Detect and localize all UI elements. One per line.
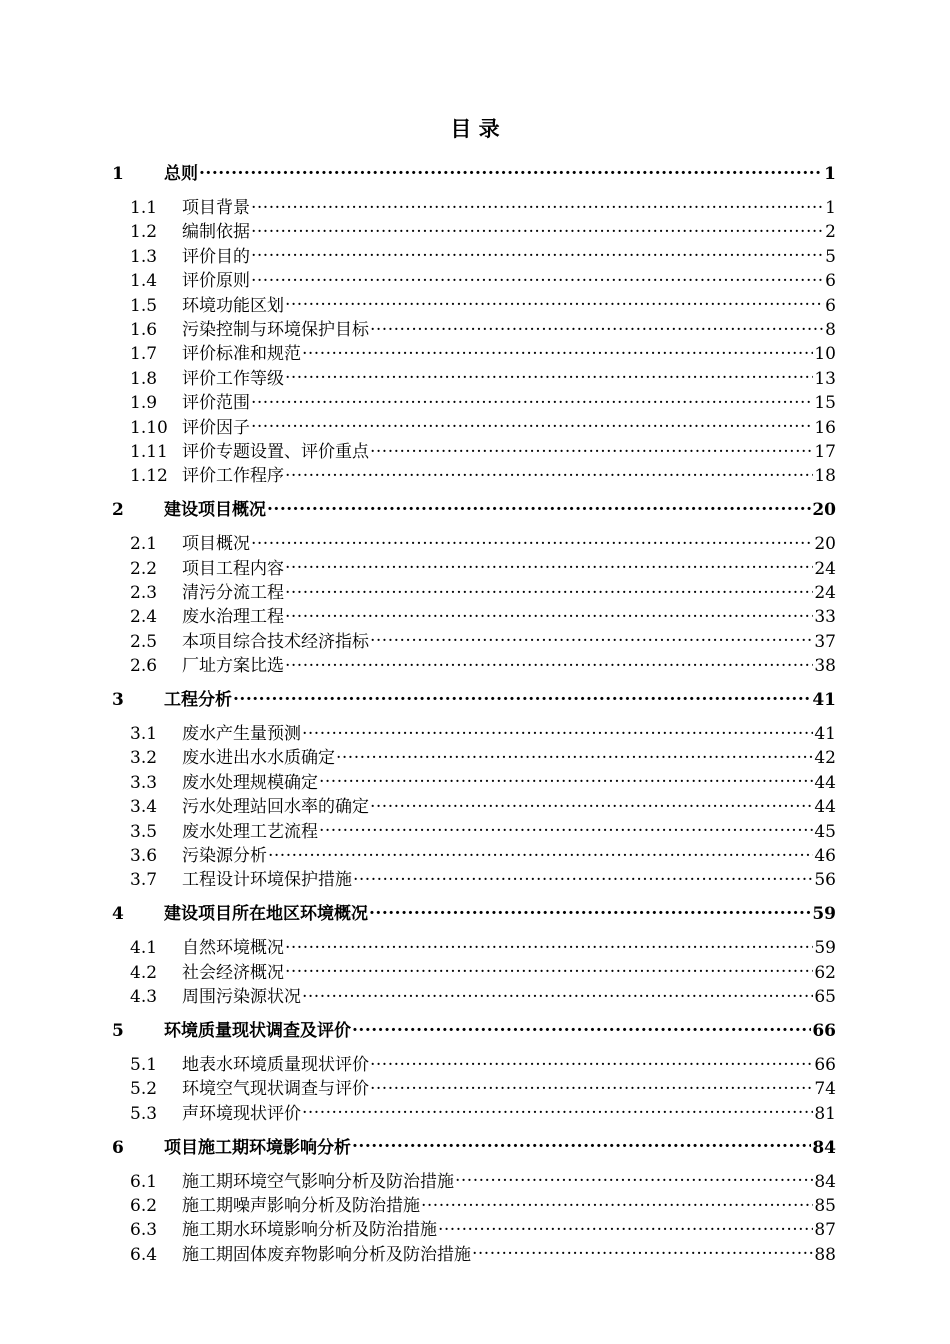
toc-section-entry[interactable] <box>112 771 836 795</box>
toc-section-entry[interactable] <box>112 391 836 415</box>
toc-entry-number: 3 <box>112 690 124 711</box>
toc-dot-leader <box>285 581 813 598</box>
toc-entry-number: 1.4 <box>130 271 158 292</box>
toc-section-entry[interactable] <box>112 294 836 318</box>
toc-entry-number: 3.5 <box>130 821 158 842</box>
toc-page-number: 24 <box>814 558 836 579</box>
toc-entry-label: 清污分流工程 <box>182 583 284 603</box>
toc-section-entry[interactable] <box>112 936 836 960</box>
toc-page-number: 18 <box>814 466 836 487</box>
toc-entry-number: 6.2 <box>130 1195 158 1216</box>
toc-section-entry[interactable] <box>112 844 836 868</box>
toc-entry-label: 建设项目所在地区环境概况 <box>164 904 368 925</box>
toc-dot-leader <box>302 722 813 739</box>
toc-chapter-entry[interactable] <box>112 498 836 522</box>
toc-section-entry[interactable] <box>112 269 836 293</box>
toc-entry-label: 自然环境概况 <box>182 938 284 959</box>
toc-dot-leader <box>370 318 824 335</box>
toc-chapter-entry[interactable] <box>112 1136 836 1160</box>
toc-entry-number: 1.12 <box>130 466 168 487</box>
toc-entry-label: 评价因子 <box>182 417 250 438</box>
toc-entry-number: 3.6 <box>130 846 158 867</box>
toc-section-entry[interactable] <box>112 557 836 581</box>
toc-section-entry[interactable] <box>112 820 836 844</box>
toc-dot-leader <box>285 654 813 671</box>
toc-page-number: 66 <box>814 1054 836 1075</box>
toc-dot-leader <box>285 367 813 384</box>
toc-dot-leader <box>472 1243 813 1260</box>
toc-entry-label: 声环境现状评价 <box>182 1103 301 1124</box>
toc-section-entry[interactable] <box>112 464 836 488</box>
toc-dot-leader <box>251 416 813 433</box>
toc-dot-leader <box>455 1170 813 1187</box>
toc-entry-number: 3.7 <box>130 870 158 891</box>
toc-page-number: 62 <box>814 962 836 983</box>
toc-entry-label: 评价工作等级 <box>182 368 284 389</box>
toc-dot-leader <box>370 1077 813 1094</box>
toc-section-entry[interactable] <box>112 630 836 654</box>
toc-page-number: 44 <box>814 772 836 793</box>
toc-entry-number: 1.7 <box>130 344 158 365</box>
toc-entry-label: 项目概况 <box>182 534 250 555</box>
toc-page-number: 6 <box>825 271 836 292</box>
toc-section-entry[interactable] <box>112 1194 836 1218</box>
toc-entry-number: 1 <box>112 164 124 184</box>
toc-entry-number: 1.6 <box>130 319 158 340</box>
toc-entry-label: 项目施工期环境影响分析 <box>164 1137 351 1158</box>
toc-entry-number: 2.1 <box>130 534 158 555</box>
toc-dot-leader <box>336 746 813 763</box>
toc-section-entry[interactable] <box>112 1053 836 1077</box>
toc-page-number: 16 <box>814 417 836 438</box>
toc-dot-leader <box>199 162 823 179</box>
toc-section-entry[interactable] <box>112 1170 836 1194</box>
toc-section-entry[interactable] <box>112 220 836 244</box>
toc-section-entry[interactable] <box>112 654 836 678</box>
toc-entry-label: 周围污染源状况 <box>182 987 301 1008</box>
toc-entry-number: 3.1 <box>130 724 158 745</box>
toc-section-entry[interactable] <box>112 985 836 1009</box>
toc-entry-label: 环境功能区划 <box>182 295 284 316</box>
toc-page-number: 84 <box>814 1171 836 1192</box>
toc-dot-leader <box>302 342 813 359</box>
toc-entry-label: 项目工程内容 <box>182 558 284 579</box>
toc-chapter-entry[interactable] <box>112 1019 836 1043</box>
toc-entry-label: 施工期环境空气影响分析及防治措施 <box>182 1171 454 1192</box>
toc-entry-number: 5.2 <box>130 1079 158 1100</box>
toc-page-number: 1 <box>825 197 836 218</box>
toc-entry-label: 评价范围 <box>182 393 250 414</box>
toc-page-number: 33 <box>814 607 836 628</box>
toc-entry-label: 废水处理规模确定 <box>182 772 318 793</box>
toc-entry-label: 施工期水环境影响分析及防治措施 <box>182 1220 437 1241</box>
toc-entry-label: 污染控制与环境保护目标 <box>182 319 369 340</box>
table-of-contents <box>112 160 836 1267</box>
toc-entry-number: 1.9 <box>130 393 158 414</box>
toc-entry-number: 2.4 <box>130 607 158 628</box>
toc-page-number: 74 <box>814 1079 836 1100</box>
toc-entry-label: 评价原则 <box>182 271 250 292</box>
toc-page-number: 15 <box>814 393 836 414</box>
toc-dot-leader <box>233 688 811 705</box>
toc-page-number: 44 <box>814 797 836 818</box>
toc-entry-number: 1.5 <box>130 295 158 316</box>
toc-page-number: 10 <box>814 344 836 365</box>
toc-entry-label: 评价标准和规范 <box>182 344 301 365</box>
toc-chapter-entry[interactable] <box>112 688 836 712</box>
toc-page-number: 81 <box>814 1103 836 1124</box>
toc-section-entry[interactable] <box>112 1102 836 1126</box>
toc-dot-leader <box>285 294 824 311</box>
toc-entry-number: 6 <box>112 1137 124 1158</box>
toc-dot-leader <box>285 961 813 978</box>
toc-page-number: 20 <box>814 534 836 555</box>
toc-entry-number: 4 <box>112 904 124 925</box>
toc-entry-number: 1.3 <box>130 246 158 267</box>
toc-section-entry[interactable] <box>112 318 836 342</box>
toc-dot-leader <box>438 1218 813 1235</box>
toc-dot-leader <box>285 605 813 622</box>
toc-dot-leader <box>370 1053 813 1070</box>
toc-chapter-entry[interactable] <box>112 902 836 926</box>
toc-page-number: 84 <box>812 1137 836 1158</box>
toc-dot-leader <box>251 245 824 262</box>
toc-entry-label: 污染源分析 <box>182 846 267 867</box>
toc-dot-leader <box>302 985 813 1002</box>
toc-dot-leader <box>251 220 824 237</box>
toc-entry-number: 5 <box>112 1021 124 1041</box>
toc-section-entry[interactable] <box>112 581 836 605</box>
toc-dot-leader <box>251 196 824 213</box>
toc-dot-leader <box>251 269 824 286</box>
toc-dot-leader <box>319 820 813 837</box>
toc-entry-number: 2.6 <box>130 656 158 677</box>
toc-entry-number: 2 <box>112 500 124 521</box>
toc-entry-label: 环境质量现状调查及评价 <box>164 1021 351 1041</box>
toc-page-number: 59 <box>814 938 836 959</box>
toc-page-number: 37 <box>814 631 836 652</box>
toc-entry-label: 社会经济概况 <box>182 962 284 983</box>
toc-chapter-entry[interactable] <box>112 162 836 186</box>
toc-page-number: 85 <box>814 1195 836 1216</box>
toc-dot-leader <box>251 532 813 549</box>
toc-section-entry[interactable] <box>112 532 836 556</box>
toc-entry-number: 2.2 <box>130 558 158 579</box>
toc-entry-number: 6.1 <box>130 1171 158 1192</box>
toc-dot-leader <box>251 391 813 408</box>
toc-section-entry[interactable] <box>112 245 836 269</box>
toc-section-entry[interactable] <box>112 416 836 440</box>
toc-entry-label: 项目背景 <box>182 197 250 218</box>
toc-entry-number: 1.1 <box>130 197 158 218</box>
toc-page-number: 88 <box>814 1244 836 1265</box>
toc-dot-leader <box>421 1194 813 1211</box>
toc-page-number: 1 <box>824 164 836 184</box>
toc-section-entry[interactable] <box>112 746 836 770</box>
toc-dot-leader <box>353 868 813 885</box>
toc-entry-label: 工程设计环境保护措施 <box>182 870 352 891</box>
toc-page-number: 24 <box>814 583 836 603</box>
toc-entry-label: 总则 <box>164 164 198 184</box>
toc-entry-label: 施工期噪声影响分析及防治措施 <box>182 1195 420 1216</box>
toc-section-entry[interactable] <box>112 367 836 391</box>
toc-entry-number: 4.1 <box>130 938 158 959</box>
toc-entry-number: 4.3 <box>130 987 158 1008</box>
toc-section-entry[interactable] <box>112 1077 836 1101</box>
toc-entry-label: 废水产生量预测 <box>182 724 301 745</box>
toc-page-number: 56 <box>814 870 836 891</box>
toc-page-number: 20 <box>812 500 836 521</box>
toc-dot-leader <box>370 630 813 647</box>
toc-section-entry[interactable] <box>112 440 836 464</box>
toc-entry-number: 1.2 <box>130 222 158 243</box>
toc-section-entry[interactable] <box>112 342 836 366</box>
toc-entry-number: 3.2 <box>130 748 158 769</box>
toc-dot-leader <box>352 1136 811 1153</box>
toc-entry-label: 本项目综合技术经济指标 <box>182 631 369 652</box>
toc-entry-number: 6.3 <box>130 1220 158 1241</box>
toc-page-number: 17 <box>814 441 836 462</box>
toc-section-entry[interactable] <box>112 868 836 892</box>
toc-page-number: 87 <box>814 1220 836 1241</box>
toc-page-number: 41 <box>812 690 836 711</box>
toc-page-number: 13 <box>814 368 836 389</box>
toc-dot-leader <box>370 795 813 812</box>
toc-entry-label: 评价工作程序 <box>182 466 284 487</box>
toc-page-number: 2 <box>825 222 836 243</box>
toc-section-entry[interactable] <box>112 961 836 985</box>
toc-dot-leader <box>352 1019 811 1036</box>
toc-page-number: 59 <box>812 904 836 925</box>
toc-page-number: 5 <box>825 246 836 267</box>
toc-dot-leader <box>285 557 813 574</box>
toc-entry-number: 5.1 <box>130 1054 158 1075</box>
toc-entry-number: 2.5 <box>130 631 158 652</box>
toc-section-entry[interactable] <box>112 1243 836 1267</box>
toc-entry-label: 评价专题设置、评价重点 <box>182 441 369 462</box>
toc-page-number: 65 <box>814 987 836 1008</box>
toc-entry-label: 污水处理站回水率的确定 <box>182 797 369 818</box>
toc-section-entry[interactable] <box>112 196 836 220</box>
toc-entry-label: 地表水环境质量现状评价 <box>182 1054 369 1075</box>
toc-dot-leader <box>267 498 811 515</box>
toc-dot-leader <box>268 844 813 861</box>
toc-dot-leader <box>302 1102 813 1119</box>
toc-entry-label: 废水进出水水质确定 <box>182 748 335 769</box>
toc-entry-number: 1.11 <box>130 441 168 462</box>
toc-entry-label: 施工期固体废弃物影响分析及防治措施 <box>182 1244 471 1265</box>
toc-entry-label: 废水处理工艺流程 <box>182 821 318 842</box>
toc-dot-leader <box>285 936 813 953</box>
toc-entry-number: 1.8 <box>130 368 158 389</box>
toc-dot-leader <box>369 902 811 919</box>
toc-section-entry[interactable] <box>112 1218 836 1242</box>
toc-page-number: 6 <box>825 295 836 316</box>
toc-page-number: 46 <box>814 846 836 867</box>
toc-entry-number: 1.10 <box>130 417 168 438</box>
toc-entry-number: 2.3 <box>130 583 158 603</box>
toc-dot-leader <box>370 440 813 457</box>
toc-entry-label: 厂址方案比选 <box>182 656 284 677</box>
toc-dot-leader <box>285 464 813 481</box>
toc-entry-number: 3.4 <box>130 797 158 818</box>
toc-entry-number: 3.3 <box>130 772 158 793</box>
toc-entry-label: 评价目的 <box>182 246 250 267</box>
toc-dot-leader <box>319 771 813 788</box>
toc-section-entry[interactable] <box>112 605 836 629</box>
toc-page-number: 45 <box>814 821 836 842</box>
toc-page-number: 42 <box>814 748 836 769</box>
toc-section-entry[interactable] <box>112 795 836 819</box>
toc-entry-label: 建设项目概况 <box>164 500 266 521</box>
toc-page-number: 41 <box>814 724 836 745</box>
toc-page-number: 66 <box>812 1021 836 1041</box>
toc-entry-number: 6.4 <box>130 1244 158 1265</box>
toc-entry-label: 环境空气现状调查与评价 <box>182 1079 369 1100</box>
toc-entry-label: 废水治理工程 <box>182 607 284 628</box>
toc-entry-number: 5.3 <box>130 1103 158 1124</box>
toc-entry-label: 工程分析 <box>164 690 232 711</box>
toc-page-number: 38 <box>814 656 836 677</box>
toc-title: 目 录 <box>450 116 500 141</box>
toc-entry-label: 编制依据 <box>182 222 250 243</box>
toc-section-entry[interactable] <box>112 722 836 746</box>
toc-page-number: 8 <box>825 319 836 340</box>
toc-entry-number: 4.2 <box>130 962 158 983</box>
